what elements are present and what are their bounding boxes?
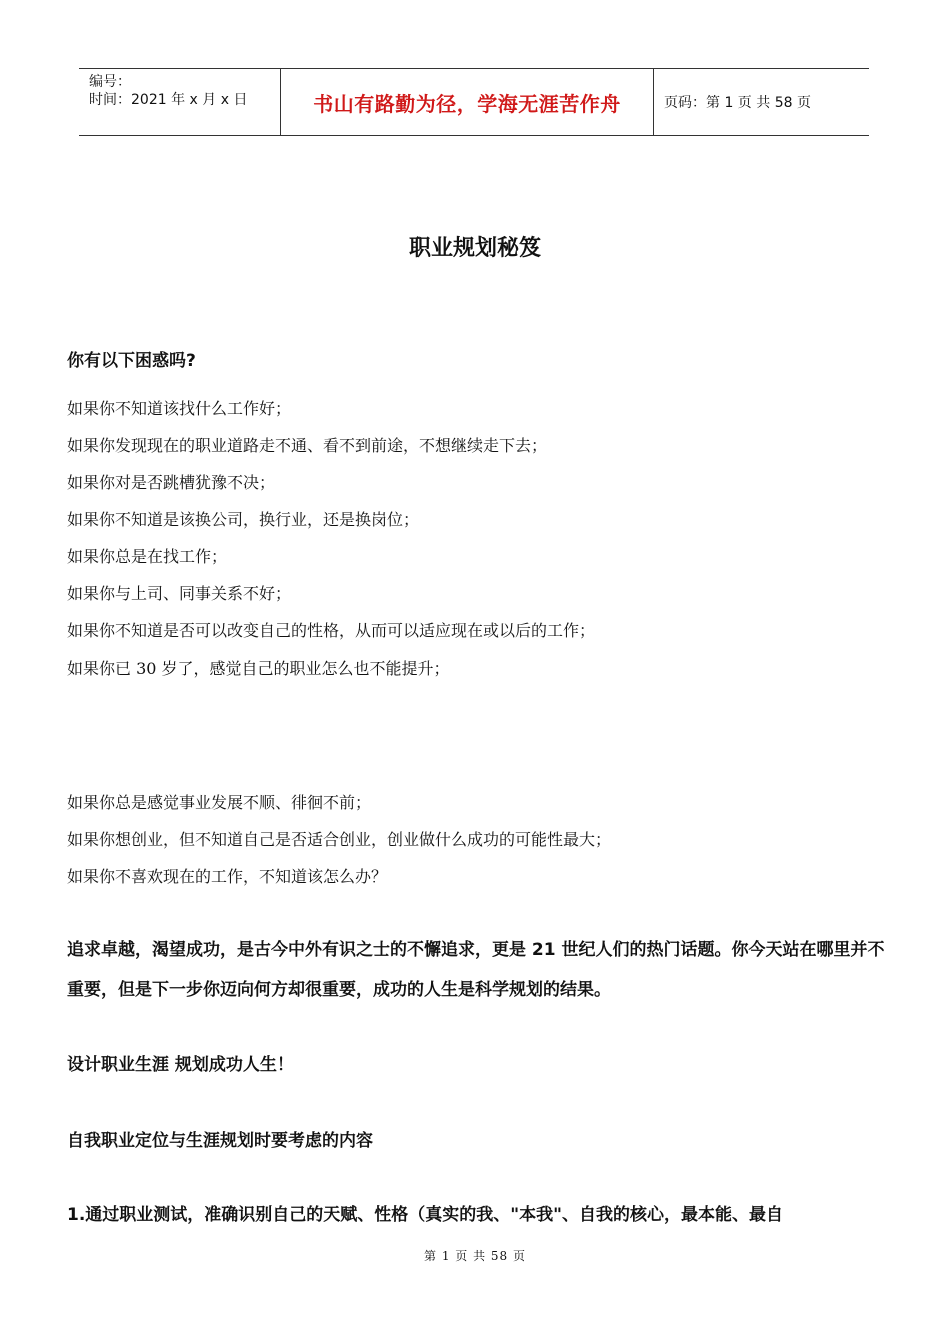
document-header [79,68,869,136]
question-line: 如果你对是否跳槽犹豫不决； [67,473,276,492]
header-page-info: 页码：第 1 页 共 58 页 [664,95,811,111]
question-line: 如果你发现现在的职业道路走不通、看不到前途，不想继续走下去； [67,436,548,455]
page-footer: 第 1 页 共 58 页 [424,1249,526,1263]
question-line: 如果你想创业，但不知道自己是否适合创业，创业做什么成功的可能性最大； [67,830,612,849]
document-title: 职业规划秘笈 [408,236,541,261]
header-motto: 书山有路勤为径，学海无涯苦作舟 [281,69,654,135]
section-heading: 你有以下困惑吗? [67,351,196,371]
question-line: 如果你不知道该找什么工作好； [67,399,292,418]
question-line: 如果你与上司、同事关系不好； [67,584,292,603]
pursuit-paragraph: 追求卓越，渴望成功，是古今中外有识之士的不懈追求，更是 21 世纪人们的热门话题。你今天站在哪里并不重要，但是下一步你迈向何方却很重要，成功的人生是科学规划的结果。 [67,940,885,1000]
subheading: 自我职业定位与生涯规划时要考虑的内容 [67,1131,373,1151]
list-item-1: 1.通过职业测试，准确识别自己的天赋、性格（真实的我、"本我"、自我的核心，最本能、最自 [67,1205,783,1225]
question-line: 如果你不知道是否可以改变自己的性格，从而可以适应现在或以后的工作； [67,621,596,640]
question-line: 如果你已 30 岁了，感觉自己的职业怎么也不能提升； [67,659,450,678]
number-label: 编号： [89,74,131,90]
question-line: 如果你不喜欢现在的工作，不知道该怎么办？ [67,867,388,886]
question-line: 如果你总是感觉事业发展不顺、徘徊不前； [67,793,372,812]
question-line: 如果你总是在找工作； [67,547,228,566]
question-line: 如果你不知道是该换公司，换行业，还是换岗位； [67,510,420,529]
time-label: 时间：2021 年 x 月 x 日 [89,92,248,108]
slogan: 设计职业生涯 规划成功人生！ [67,1055,294,1075]
header-meta [79,69,281,135]
